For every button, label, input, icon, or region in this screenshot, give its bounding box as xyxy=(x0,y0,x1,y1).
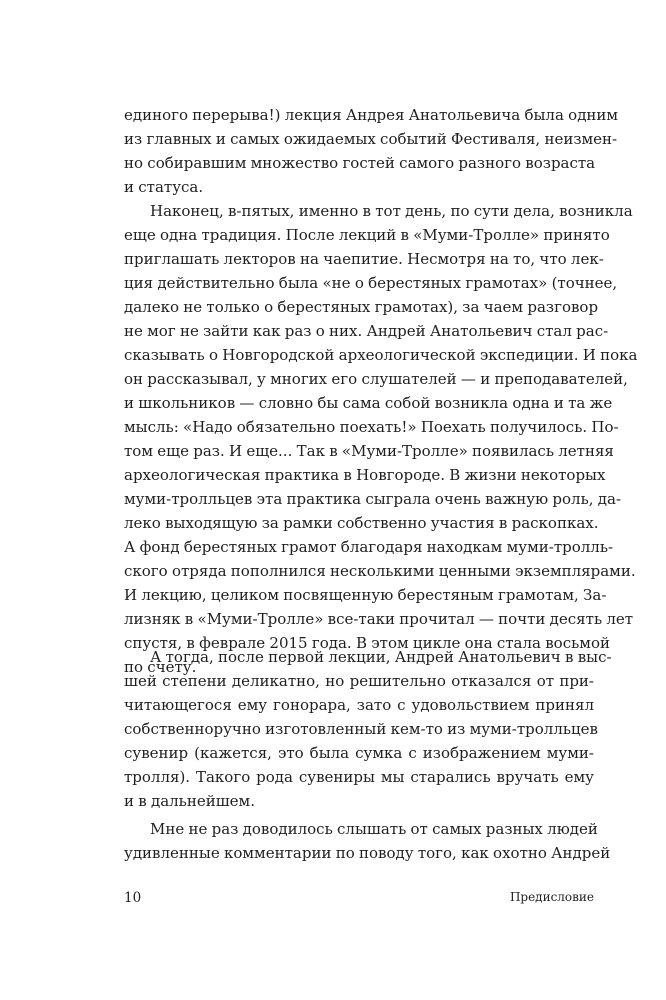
text-line: И лекцию, целиком посвященную берестяным грамотам, За- xyxy=(124,586,607,604)
text-line: муми-тролльцев эта практика сыграла очень важную роль, да- xyxy=(124,490,622,508)
text-line: археологическая практика в Новгороде. В жизни некоторых xyxy=(124,466,606,484)
page-number: 10 xyxy=(124,890,142,906)
text-line: леко выходящую за рамки собственно участия в раскопках. xyxy=(124,514,599,532)
text-line: не мог не зайти как раз о них. Андрей Анатольевич стал рас- xyxy=(124,322,609,340)
text-line: приглашать лекторов на чаепитие. Несмотря на то, что лек- xyxy=(124,250,604,268)
text-line: единого перерыва!) лекция Андрея Анатольевича была одним xyxy=(124,106,619,124)
text-line: из главных и самых ожидаемых событий Фестиваля, неизмен- xyxy=(124,130,618,148)
text-line: далеко не только о берестяных грамотах), за чаем разговор xyxy=(124,298,599,316)
text-line: ция действительно была «не о берестяных грамотах» (точнее, xyxy=(124,274,618,292)
text-line: А тогда, после первой лекции, Андрей Анатольевич в выс- xyxy=(150,648,612,666)
paragraph-3 xyxy=(124,645,612,813)
text-line: и статуса. xyxy=(124,178,204,196)
text-line: и в дальнейшем. xyxy=(124,792,255,810)
text-line: спустя, в феврале 2015 года. В этом цикле она стала восьмой xyxy=(124,634,610,652)
text-line: сувенир (кажется, это была сумка с изображением муми- xyxy=(124,744,594,762)
text-line: собственноручно изготовленный кем-то из муми-тролльцев xyxy=(124,720,598,738)
running-title: Предисловие xyxy=(509,890,594,904)
page-footer xyxy=(124,890,594,910)
text-line: Мне не раз доводилось слышать от самых разных людей xyxy=(150,820,598,838)
text-line: но собиравшим множество гостей самого разного возраста xyxy=(124,154,596,172)
paragraph-4 xyxy=(124,817,611,865)
text-line: шей степени деликатно, но решительно отказался от при- xyxy=(124,672,594,690)
text-line: ского отряда пополнился несколькими ценными экземплярами. xyxy=(124,562,636,580)
text-line: по счету. xyxy=(124,658,197,676)
text-line: еще одна традиция. После лекций в «Муми-Тролле» принято xyxy=(124,226,610,244)
text-line: читающегося ему гонорара, зато с удовольствием принял xyxy=(124,696,594,714)
paragraph-2 xyxy=(124,199,638,679)
text-line: удивленные комментарии по поводу того, как охотно Андрей xyxy=(124,844,611,862)
text-line: А фонд берестяных грамот благодаря находкам муми-тролль- xyxy=(124,538,614,556)
text-line: лизняк в «Муми-Тролле» все-таки прочитал — почти десять лет xyxy=(124,610,634,628)
text-line: он рассказывал, у многих его слушателей — и преподавателей, xyxy=(124,370,628,388)
text-line: и школьников — словно бы сама собой возникла одна и та же xyxy=(124,394,613,412)
paragraph-1 xyxy=(124,103,619,199)
text-line: сказывать о Новгородской археологической экспедиции. И пока xyxy=(124,346,638,364)
text-line: мысль: «Надо обязательно поехать!» Поехать получилось. По- xyxy=(124,418,619,436)
text-line: том еще раз. И еще... Так в «Муми-Тролле» появилась летняя xyxy=(124,442,614,460)
text-line: Наконец, в-пятых, именно в тот день, по сути дела, возникла xyxy=(150,202,633,220)
text-line: тролля). Такого рода сувениры мы старались вручать ему xyxy=(124,768,594,786)
